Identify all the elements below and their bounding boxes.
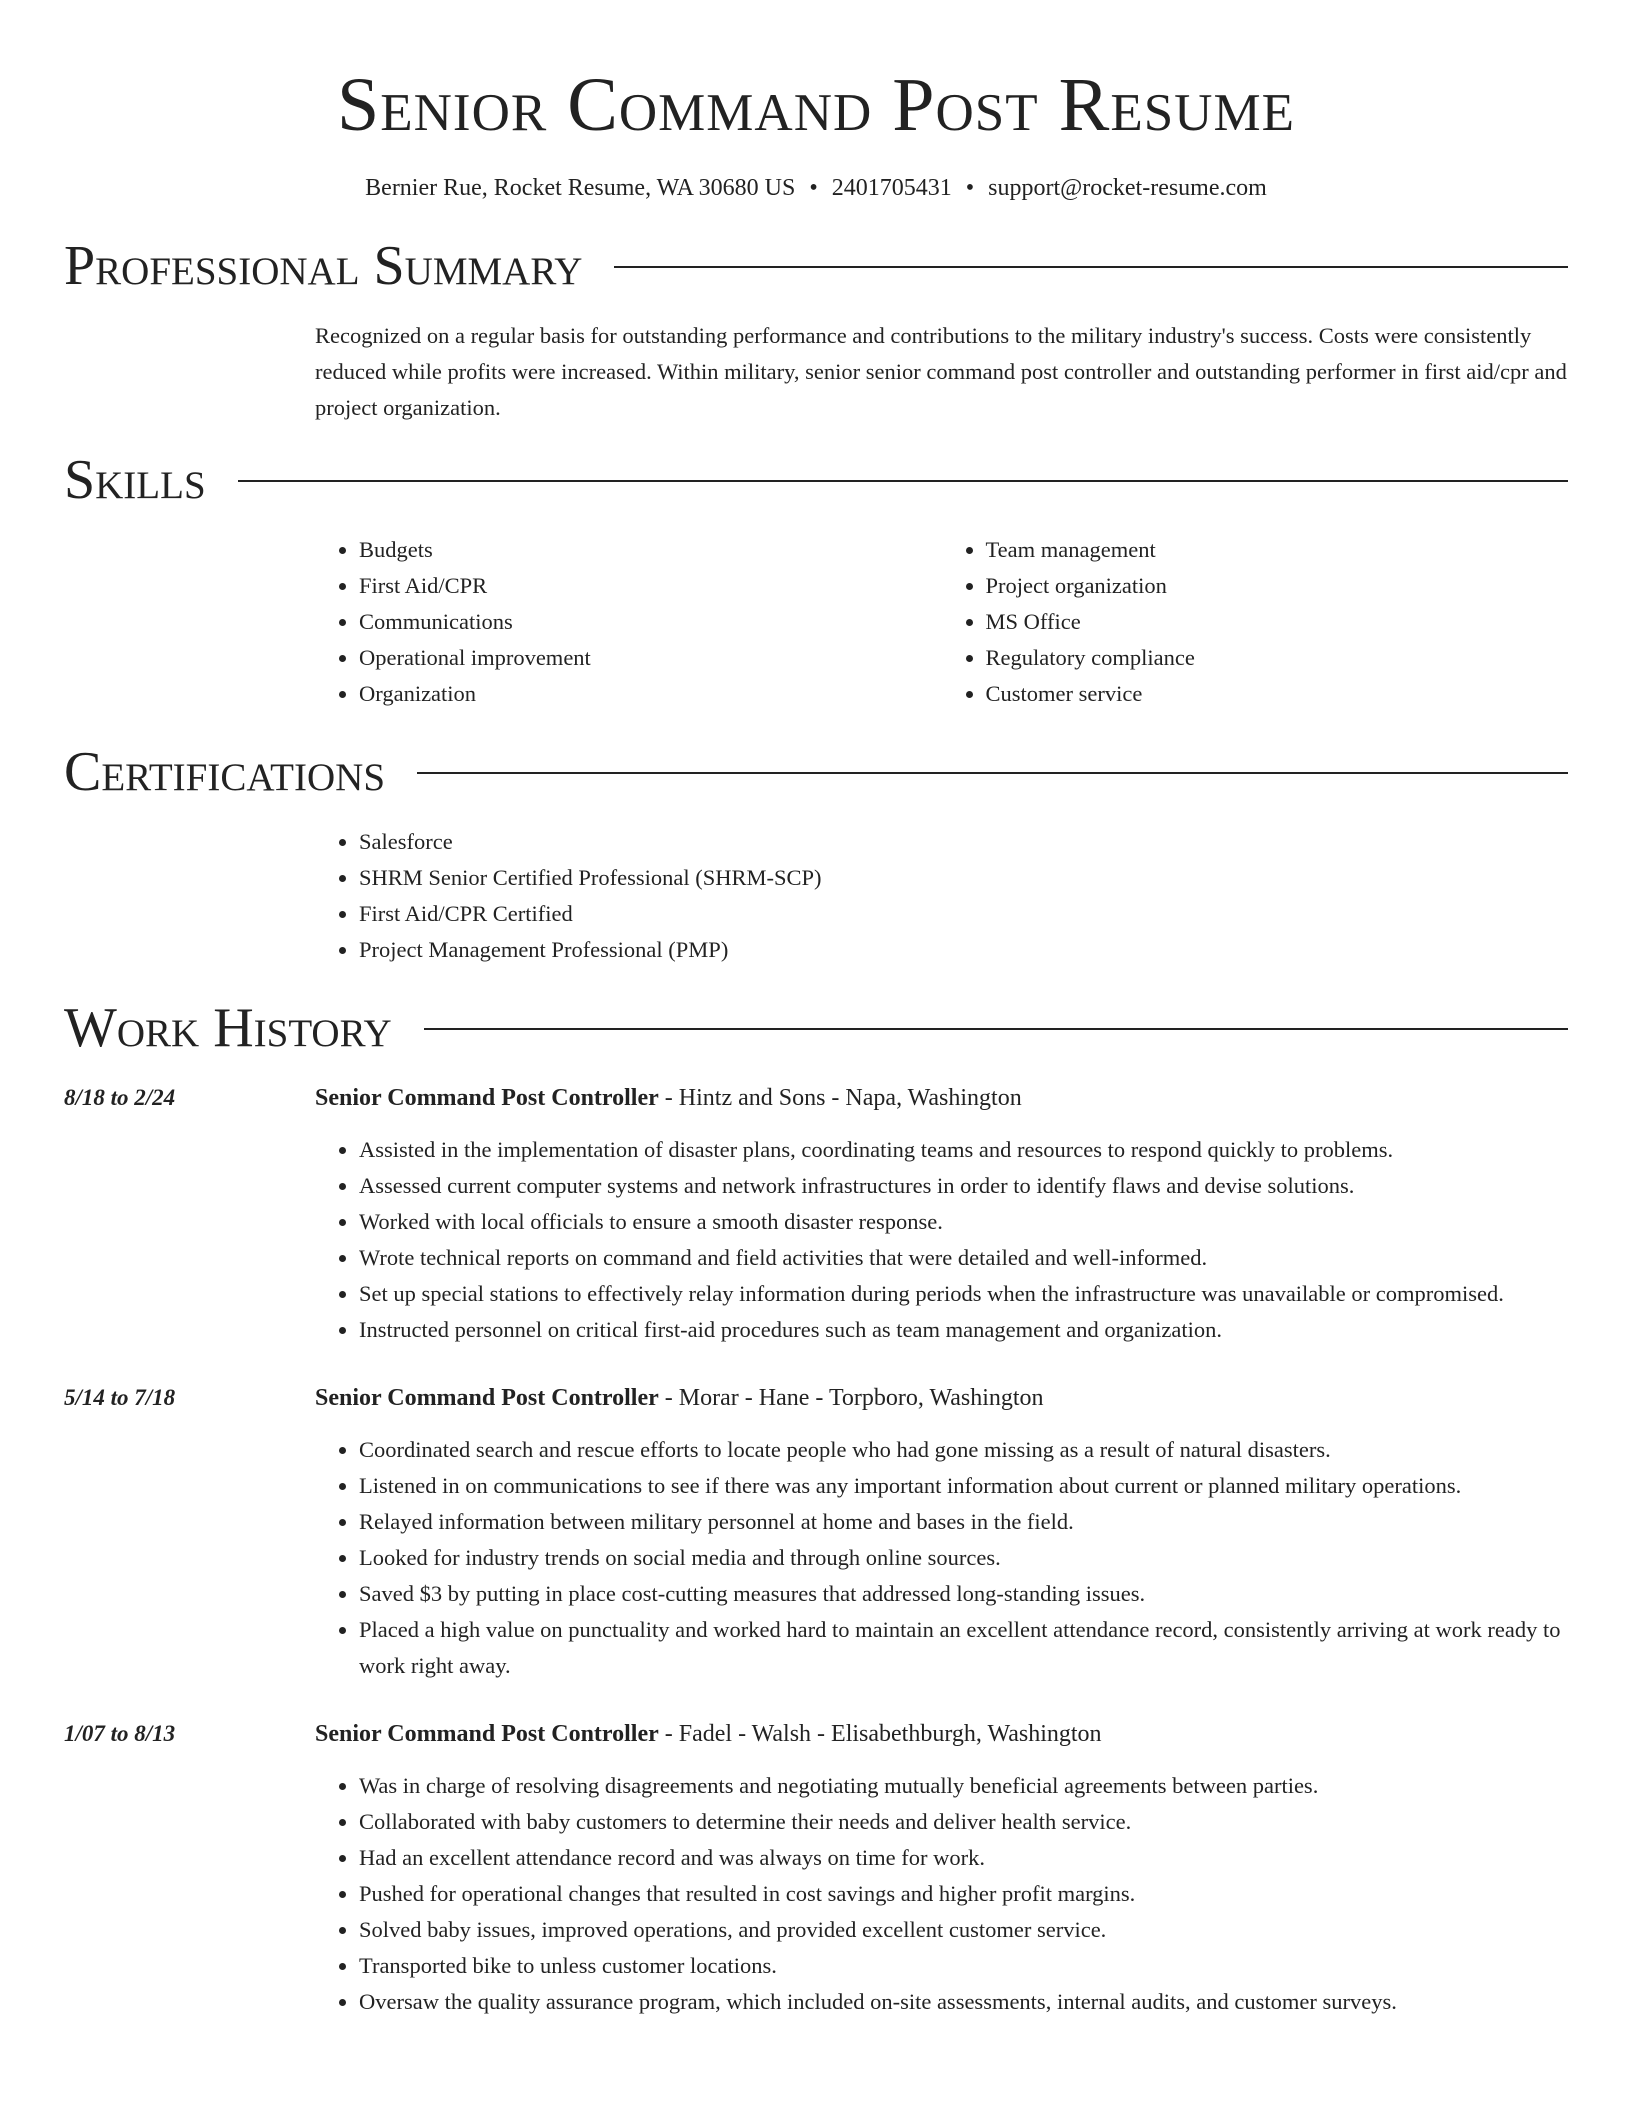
- job-company: - Hintz and Sons - Napa, Washington: [664, 1085, 1022, 1111]
- certification-item: • First Aid/CPR Certified: [359, 896, 1568, 932]
- contact-line: [64, 172, 1568, 204]
- job-bullet: • Looked for industry trends on social media and through online sources.: [359, 1540, 1568, 1576]
- section-title: Certifications: [64, 741, 386, 803]
- skills-heading: [64, 448, 1568, 512]
- summary-text: Recognized on a regular basis for outstanding performance and contributions to the military industry's success. Costs were consistently reduced while profits were increased. Within military, senior senior command post controller and outstanding performer in first aid/cpr and project organization.: [315, 323, 1567, 420]
- job-details: [315, 1716, 1568, 2020]
- certifications-heading: [64, 740, 1568, 804]
- job-details: [315, 1080, 1568, 1348]
- job-bullets: [315, 1132, 1568, 1348]
- work-history-section: [64, 996, 1568, 2020]
- contact-separator: •: [965, 175, 975, 201]
- skill-item: • First Aid/CPR: [359, 568, 942, 604]
- job-entry: [64, 1716, 1568, 2020]
- skill-item: • Team management: [986, 532, 1569, 568]
- job-bullet: • Oversaw the quality assurance program, which included on-site assessments, internal audits, and customer surveys.: [359, 1984, 1568, 2020]
- job-bullets: [315, 1432, 1568, 1684]
- job-bullet: • Coordinated search and rescue efforts to locate people who had gone missing as a result of natural disasters.: [359, 1432, 1568, 1468]
- summary-section: [64, 234, 1568, 426]
- certification-item: • SHRM Senior Certified Professional (SHRM-SCP): [359, 860, 1568, 896]
- skill-item: • Operational improvement: [359, 640, 942, 676]
- skills-list-right: [942, 532, 1569, 712]
- job-heading: [315, 1380, 1568, 1416]
- job-bullet: • Pushed for operational changes that resulted in cost savings and higher profit margins.: [359, 1876, 1568, 1912]
- job-bullets: [315, 1768, 1568, 2020]
- job-bullet: • Saved $3 by putting in place cost-cutting measures that addressed long-standing issues.: [359, 1576, 1568, 1612]
- skill-item: • Regulatory compliance: [986, 640, 1569, 676]
- section-divider: [417, 772, 1568, 774]
- job-bullet: • Was in charge of resolving disagreements and negotiating mutually beneficial agreements between parties.: [359, 1768, 1568, 1804]
- contact-address: Bernier Rue, Rocket Resume, WA 30680 US: [365, 175, 796, 201]
- job-bullet: • Had an excellent attendance record and was always on time for work.: [359, 1840, 1568, 1876]
- contact-separator: •: [809, 175, 818, 201]
- skill-item: • Project organization: [986, 568, 1569, 604]
- job-bullet: • Assisted in the implementation of disaster plans, coordinating teams and resources to respond quickly to problems.: [359, 1132, 1568, 1168]
- contact-phone: 2401705431: [831, 175, 952, 201]
- job-role: Senior Command Post Controller: [315, 1085, 659, 1111]
- job-role: Senior Command Post Controller: [315, 1385, 659, 1411]
- summary-heading: [64, 234, 1568, 298]
- job-company: - Fadel - Walsh - Elisabethburgh, Washington: [664, 1721, 1102, 1747]
- job-bullet: • Worked with local officials to ensure a smooth disaster response.: [359, 1204, 1568, 1240]
- section-title: Work History: [64, 997, 392, 1059]
- skills-list-left: [315, 532, 942, 712]
- job-bullet: • Collaborated with baby customers to determine their needs and deliver health service.: [359, 1804, 1568, 1840]
- section-divider: [614, 266, 1568, 268]
- job-heading: [315, 1080, 1568, 1116]
- job-bullet: • Transported bike to unless customer locations.: [359, 1948, 1568, 1984]
- skill-item: • Customer service: [986, 676, 1569, 712]
- job-entry: [64, 1080, 1568, 1348]
- job-bullet: • Set up special stations to effectively relay information during periods when the infrastructure was unavailable or compromised.: [359, 1276, 1568, 1312]
- job-dates: 5/14 to 7/18: [64, 1385, 176, 1410]
- skills-columns: [315, 532, 1568, 712]
- job-bullet: • Relayed information between military personnel at home and bases in the field.: [359, 1504, 1568, 1540]
- skill-item: • Communications: [359, 604, 942, 640]
- certifications-list: [315, 824, 1568, 968]
- resume-title: Senior Command Post Resume: [337, 63, 1295, 147]
- job-dates: 8/18 to 2/24: [64, 1085, 176, 1110]
- skills-section: [64, 448, 1568, 712]
- skill-item: • Budgets: [359, 532, 942, 568]
- section-title: Skills: [64, 449, 206, 511]
- certification-item: • Project Management Professional (PMP): [359, 932, 1568, 968]
- job-dates: 1/07 to 8/13: [64, 1721, 176, 1746]
- certification-item: • Salesforce: [359, 824, 1568, 860]
- job-bullet: • Listened in on communications to see if there was any important information about current or planned military operations.: [359, 1468, 1568, 1504]
- certifications-section: [64, 740, 1568, 968]
- section-divider: [424, 1028, 1568, 1030]
- job-company: - Morar - Hane - Torpboro, Washington: [664, 1385, 1044, 1411]
- job-entry: [64, 1380, 1568, 1684]
- skill-item: • Organization: [359, 676, 942, 712]
- job-details: [315, 1380, 1568, 1684]
- job-bullet: • Wrote technical reports on command and field activities that were detailed and well-informed.: [359, 1240, 1568, 1276]
- job-bullet: • Instructed personnel on critical first-aid procedures such as team management and organization.: [359, 1312, 1568, 1348]
- skills-body: [64, 532, 1568, 712]
- job-role: Senior Command Post Controller: [315, 1721, 659, 1747]
- section-divider: [238, 480, 1568, 482]
- certifications-body: [64, 824, 1568, 968]
- job-bullet: • Solved baby issues, improved operations, and provided excellent customer service.: [359, 1912, 1568, 1948]
- job-heading: [315, 1716, 1568, 1752]
- contact-email: support@rocket-resume.com: [988, 175, 1267, 201]
- work-history-heading: [64, 996, 1568, 1060]
- job-bullet: • Assessed current computer systems and network infrastructures in order to identify flaws and devise solutions.: [359, 1168, 1568, 1204]
- job-bullet: • Placed a high value on punctuality and worked hard to maintain an excellent attendance record, consistently arriving at work ready to work right away.: [359, 1612, 1568, 1684]
- skill-item: • MS Office: [986, 604, 1569, 640]
- section-title: Professional Summary: [64, 235, 583, 297]
